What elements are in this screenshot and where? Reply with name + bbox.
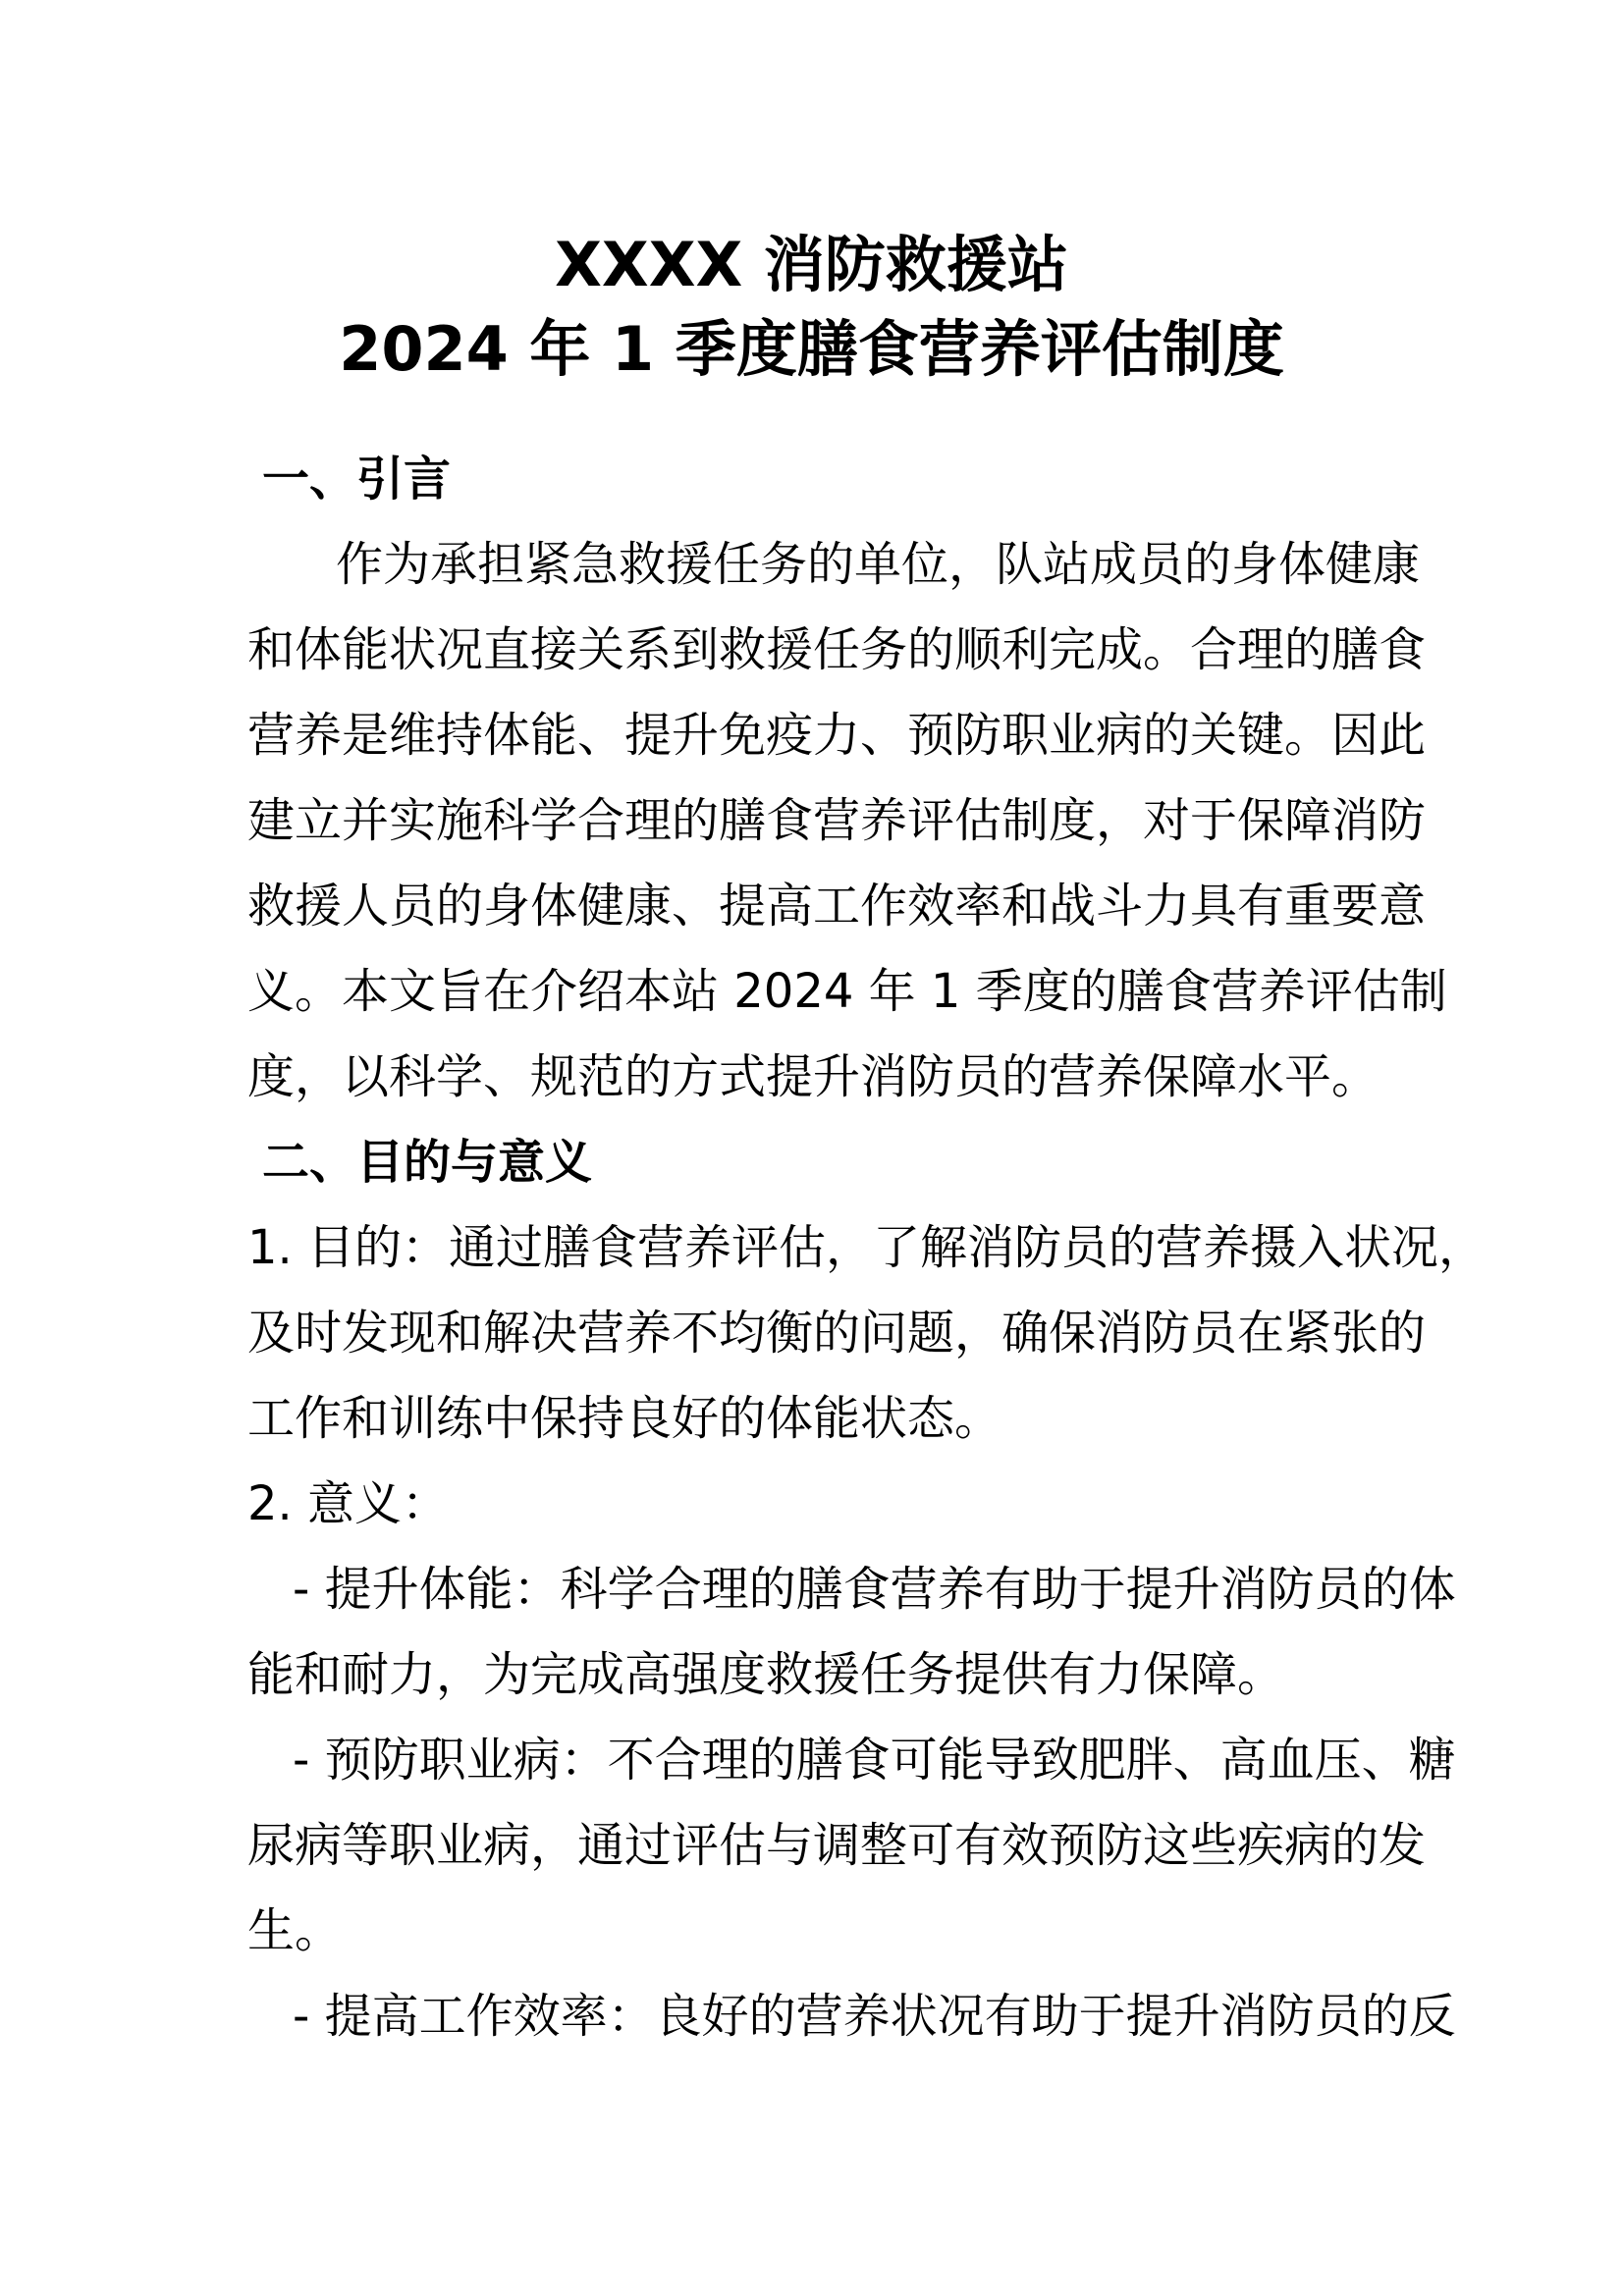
paragraph-line: 义。本文旨在介绍本站 2024 年 1 季度的膳食营养评估制 — [247, 964, 1447, 1019]
significance-label: 2. 意义： — [247, 1476, 450, 1531]
paragraph-line: 营养是维持体能、提升免疫力、预防职业病的关键。因此 — [247, 708, 1427, 763]
bullet-item-line: - 提高工作效率：良好的营养状况有助于提升消防员的反 — [293, 1989, 1456, 2044]
paragraph-line: 和体能状况直接关系到救援任务的顺利完成。合理的膳食 — [247, 622, 1427, 677]
section-heading-introduction: 一、引言 — [262, 452, 452, 507]
significance-list — [247, 1547, 1456, 2059]
bullet-item-line: - 提升体能：科学合理的膳食营养有助于提升消防员的体 — [293, 1562, 1456, 1617]
paragraph-line: 尿病等职业病，通过评估与调整可有效预防这些疾病的发 — [247, 1818, 1427, 1873]
section-heading-purpose: 二、目的与意义 — [262, 1135, 593, 1190]
paragraph-line: 救援人员的身体健康、提高工作效率和战斗力具有重要意 — [247, 879, 1427, 934]
paragraph-line: 度，以科学、规范的方式提升消防员的营养保障水平。 — [247, 1049, 1380, 1104]
paragraph-line: 能和耐力，为完成高强度救援任务提供有力保障。 — [247, 1647, 1285, 1702]
paragraph-line: 建立并实施科学合理的膳食营养评估制度，对于保障消防 — [247, 793, 1427, 848]
document-title-line-2: 2024 年 1 季度膳食营养评估制度 — [339, 313, 1284, 385]
document-title-line-1: XXXX 消防救援站 — [555, 229, 1068, 300]
paragraph-line: 及时发现和解决营养不均衡的问题，确保消防员在紧张的 — [247, 1306, 1427, 1361]
paragraph-line: 作为承担紧急救援任务的单位，队站成员的身体健康 — [336, 537, 1421, 592]
paragraph-line: 工作和训练中保持良好的体能状态。 — [247, 1391, 1002, 1446]
document-body — [247, 437, 1487, 2059]
paragraph-line: 1. 目的：通过膳食营养评估，了解消防员的营养摄入状况， — [247, 1220, 1487, 1275]
bullet-item-line: - 预防职业病：不合理的膳食可能导致肥胖、高血压、糖 — [293, 1733, 1456, 1788]
paragraph-line: 生。 — [247, 1903, 343, 1958]
